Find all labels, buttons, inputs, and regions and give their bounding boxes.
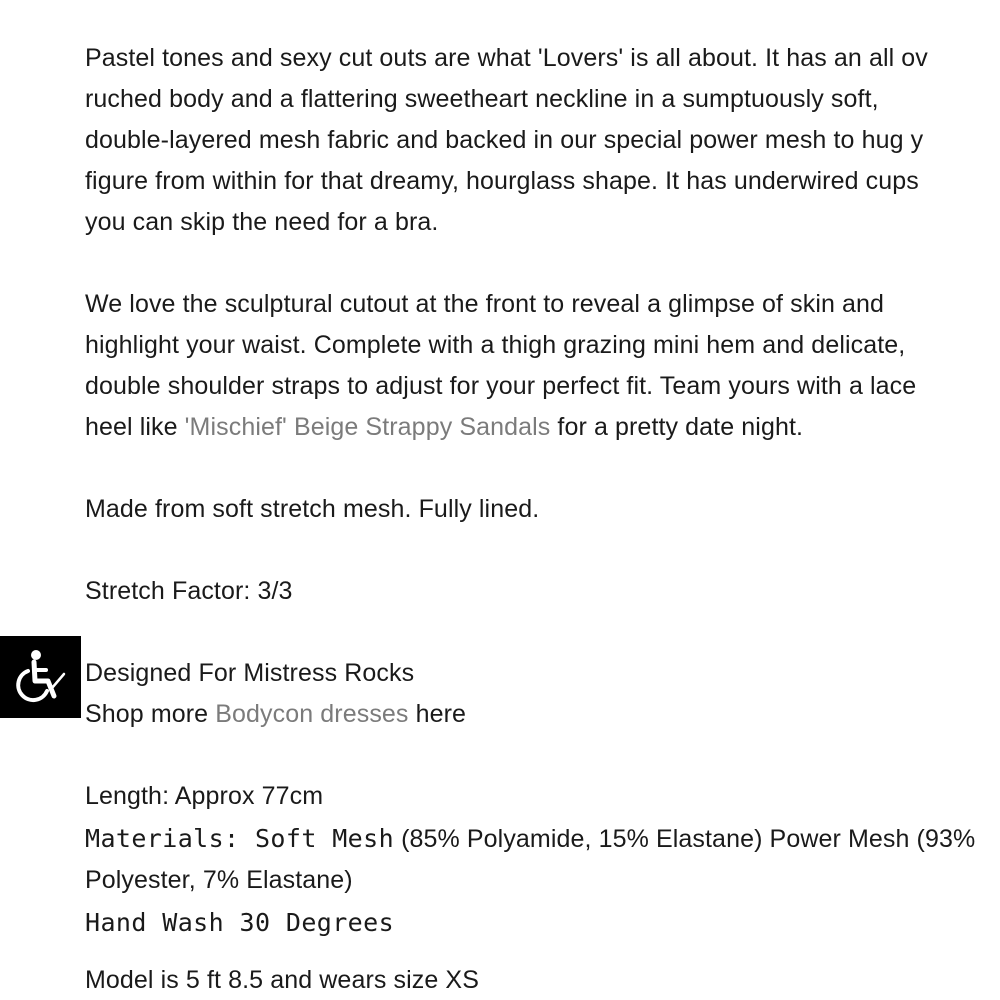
paragraph-gap — [85, 612, 1000, 653]
description-text: heel like — [85, 413, 185, 441]
description-line: figure from within for that dreamy, hourglass shape. It has underwired cups — [85, 167, 919, 195]
designed-for-text: Designed For Mistress Rocks — [85, 659, 415, 687]
care-text: Hand Wash 30 Degrees — [85, 908, 395, 937]
shop-more-text: here — [408, 700, 467, 728]
description-text: for a pretty date night. — [550, 413, 804, 441]
paragraph-gap — [85, 735, 1000, 776]
description-line: We love the sculptural cutout at the front to reveal a glimpse of skin and — [85, 290, 885, 318]
description-line: Pastel tones and sexy cut outs are what 'Lovers' is all about. It has an all ov — [85, 44, 928, 72]
description-line: double-layered mesh fabric and backed in our special power mesh to hug y — [85, 126, 924, 154]
shop-more-line — [85, 694, 1000, 735]
wheelchair-icon — [12, 648, 68, 706]
stretch-factor-text: Stretch Factor: 3/3 — [85, 577, 293, 605]
description-line — [85, 407, 1000, 448]
bodycon-dresses-link[interactable]: Bodycon dresses — [215, 700, 409, 728]
description-line: double shoulder straps to adjust for your perfect fit. Team yours with a lace — [85, 372, 917, 400]
product-description — [85, 38, 1000, 1000]
shop-more-text: Shop more — [85, 700, 216, 728]
description-line: highlight your waist. Complete with a thigh grazing mini hem and delicate, — [85, 331, 906, 359]
mischief-sandals-link[interactable]: 'Mischief' Beige Strappy Sandals — [184, 413, 551, 441]
paragraph-gap — [85, 530, 1000, 571]
paragraph-gap — [85, 448, 1000, 489]
materials-line: Polyester, 7% Elastane) — [85, 866, 353, 894]
accessibility-button[interactable] — [0, 636, 81, 718]
materials-line — [85, 817, 1000, 860]
model-info-text: Model is 5 ft 8.5 and wears size XS — [85, 966, 479, 994]
paragraph-gap — [85, 243, 1000, 284]
made-from-text: Made from soft stretch mesh. Fully lined. — [85, 495, 540, 523]
materials-label: Materials: Soft Mesh — [85, 824, 395, 853]
length-text: Length: Approx 77cm — [85, 782, 324, 810]
materials-detail: (85% Polyamide, 15% Elastane) Power Mesh (93% — [394, 825, 976, 853]
description-line: you can skip the need for a bra. — [85, 208, 439, 236]
description-line: ruched body and a flattering sweetheart neckline in a sumptuously soft, — [85, 85, 879, 113]
